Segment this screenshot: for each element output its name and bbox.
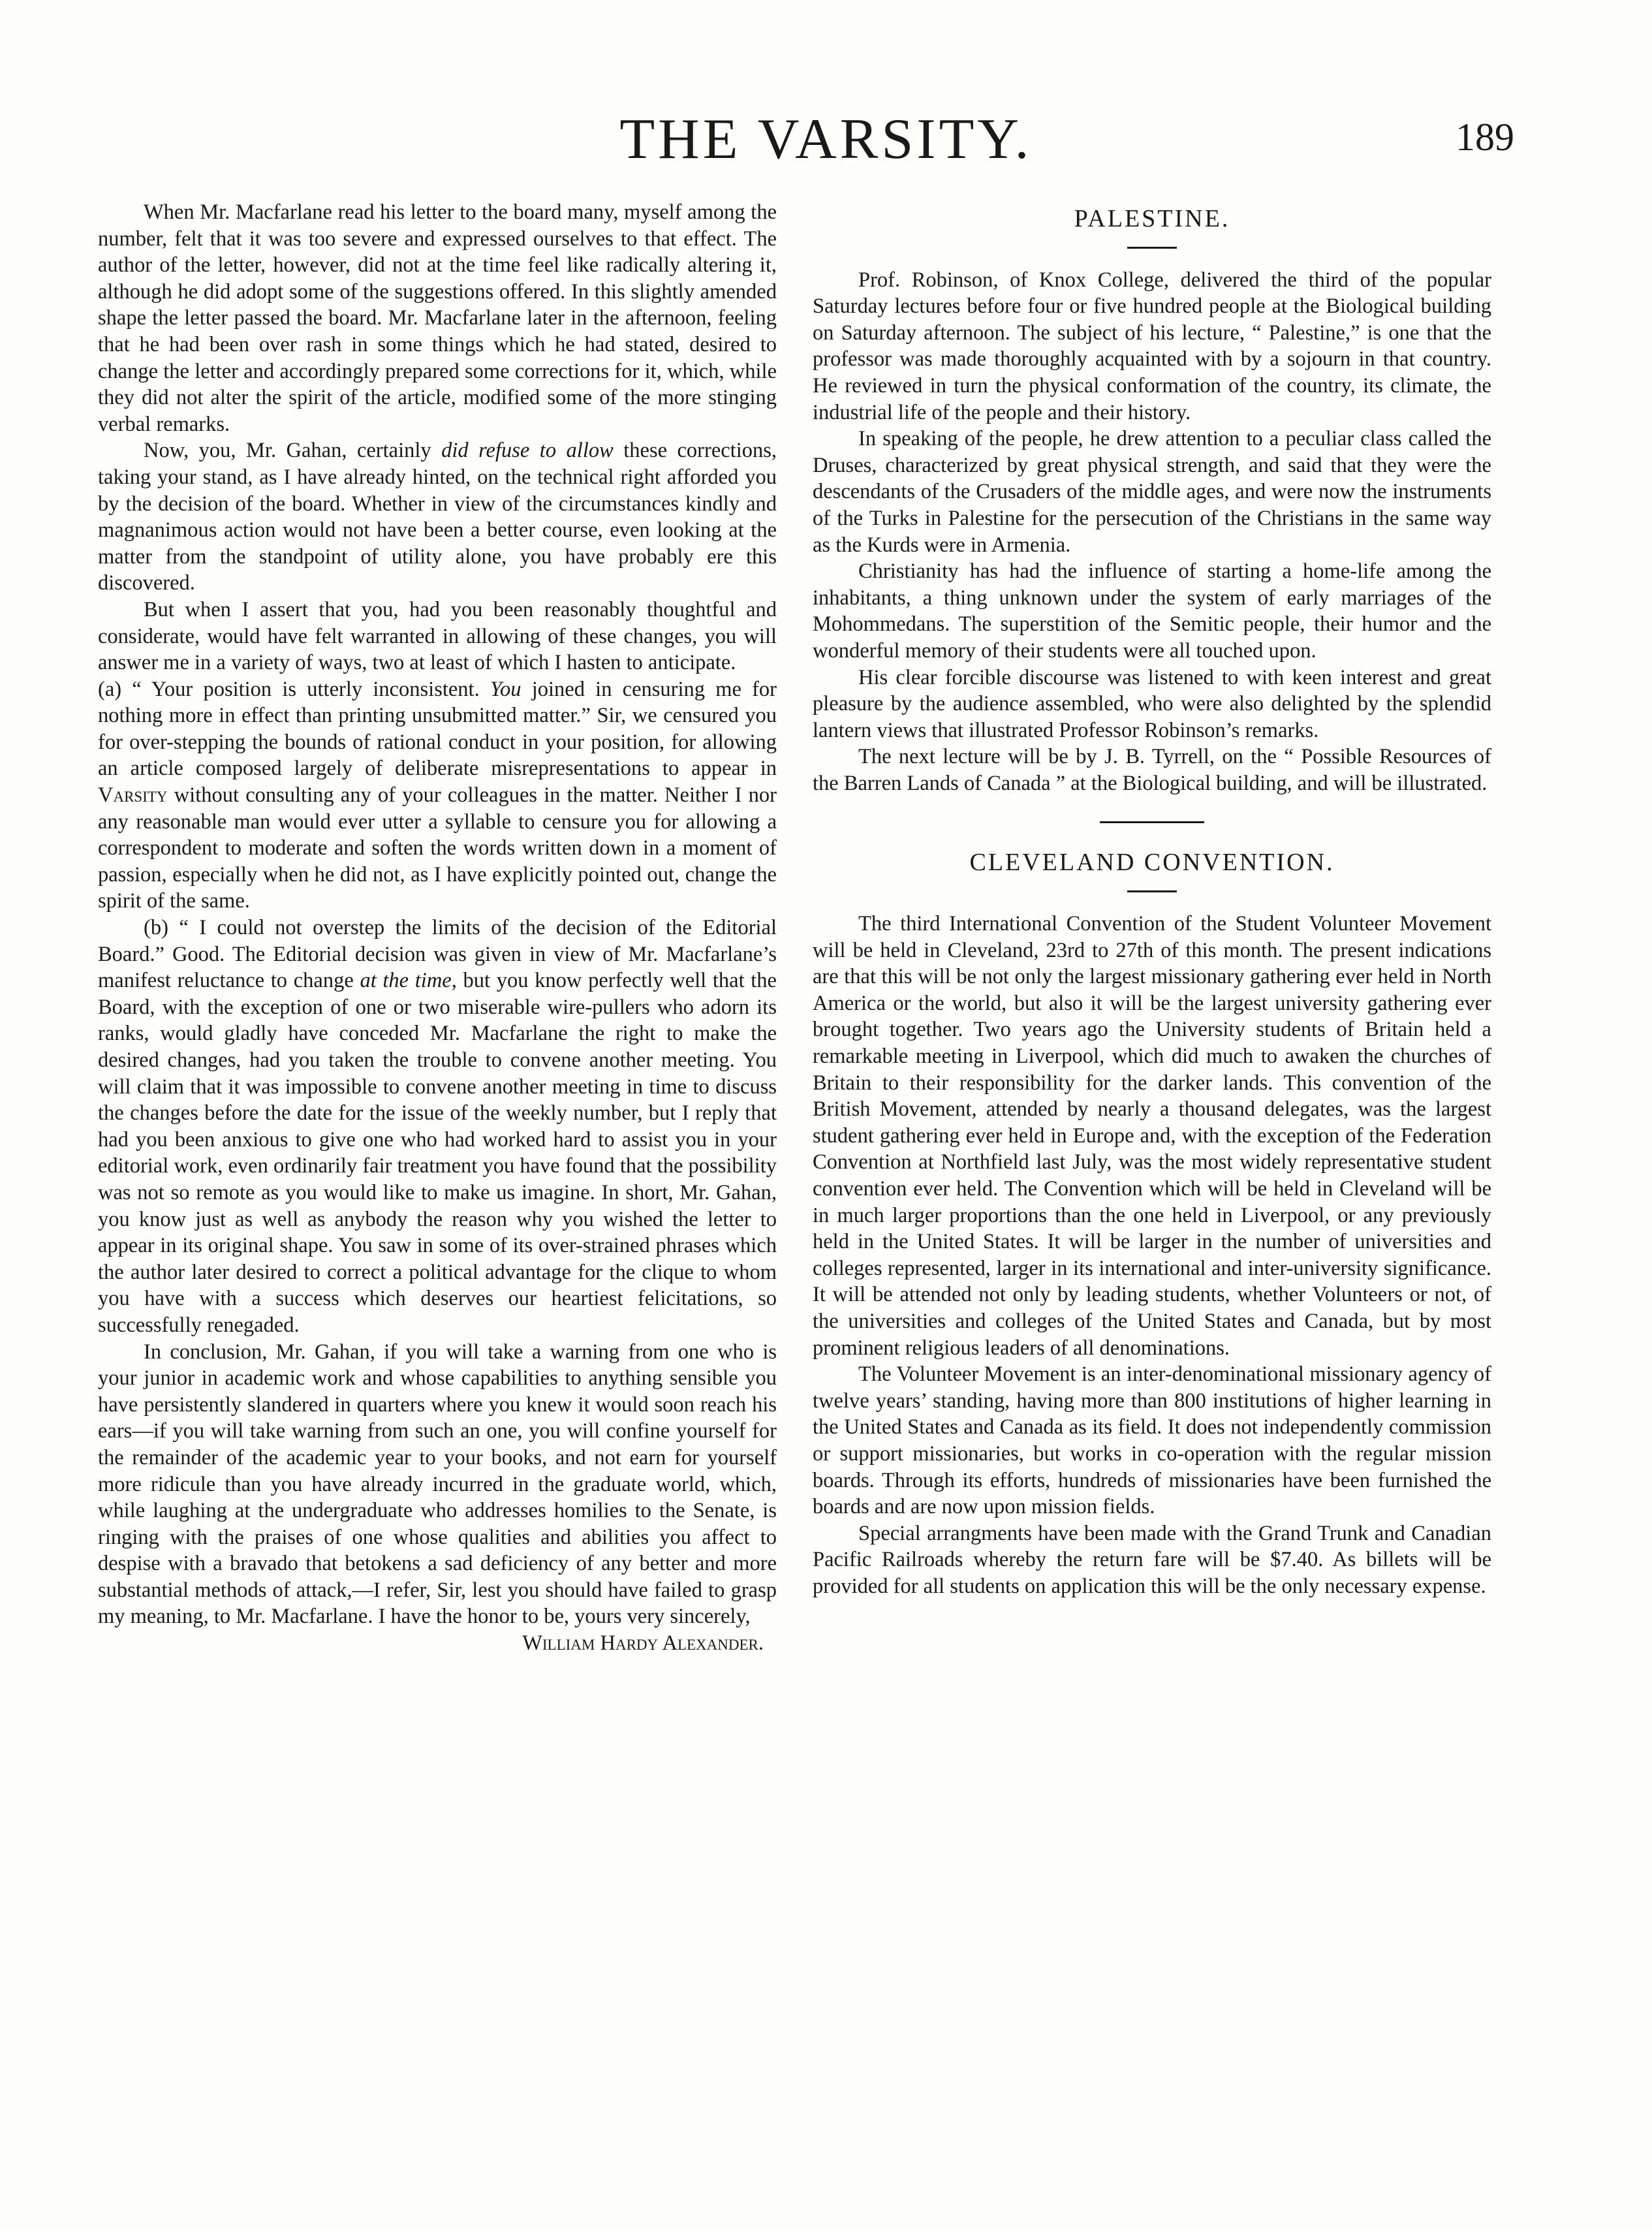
palestine-paragraph-3: Christianity has had the influence of starting a home-life among the inhabitants, a thing unknown under the system of early marriages of the Mohommedans. The superstition of the Semitic people, their humor and the wonderful memory of their students were all touched upon. <box>813 559 1491 663</box>
letter-column <box>98 199 777 1657</box>
palestine-heading: PALESTINE. <box>1074 205 1230 232</box>
letter-paragraph-2-text-a: Now, you, Mr. Gahan, certainly <box>144 439 442 463</box>
letter-signature: William Hardy Alexander. <box>522 1631 764 1656</box>
letter-paragraph-6: In conclusion, Mr. Gahan, if you will take a warning from one who is your junior in academic work and whose capabilities to anything sensible you have persistently slandered in quarters where you knew it would soon reach his ears—if you will take warning from such an one, you will confine yourself for the remainder of the academic year to your books, and not earn for yourself more ridicule than you have already incurred in the graduate world, which, while laughing at the undergraduate who addresses homilies to the Senate, is ringing with the praises of one whose qualities and abilities you affect to despise with a bravado that betokens a sad deficiency of any better and more substantial methods of attack,—I refer, Sir, lest you should have failed to grasp my meaning, to Mr. Macfarlane. I have the honor to be, yours very sincerely, <box>98 1340 777 1629</box>
palestine-paragraph-5: The next lecture will be by J. B. Tyrrell, on the “ Possible Resources of the Barren Lands of Canada ” at the Biological building, and will be illustrated. <box>813 745 1491 795</box>
letter-paragraph-2-text-b: these corrections, taking your stand, as I have already hinted, on the technical right afforded you by the decision of the board. Whether in view of the circumstances kindly and magnanimous action would not have been a better course, even looking at the matter from the standpoint of utility alone, you have probably ere this discovered. <box>98 439 777 595</box>
letter-paragraph-4-varsity: Varsity <box>98 783 168 808</box>
palestine-heading-rule <box>1127 247 1177 249</box>
masthead-title: THE VARSITY. <box>619 108 1033 171</box>
section-divider <box>1100 821 1204 823</box>
letter-paragraph-4-text-a: (a) “ Your position is utterly inconsistent. <box>98 677 490 701</box>
letter-paragraph-5-emphasis: at the time <box>360 969 452 993</box>
cleveland-paragraph-1: The third International Convention of the Student Volunteer Movement will be held in Cleveland, 23rd to 27th of this month. The present indications are that this will be not only the largest missionary gathering ever held in North America or the world, but also it will be the largest university gathering ever brought together. Two years ago the University students of Britain held a remarkable meeting in Liverpool, which did much to awaken the churches of Britain to their responsibility for the darker lands. This convention of the British Movement, attended by nearly a thousand delegates, was the largest student gathering ever held in Europe and, with the exception of the Federation Convention at Northfield last July, was the most widely representative student convention ever held. The Convention which will be held in Cleveland will be in much larger proportions than the one held in Liverpool, or any previously held in the United States. It will be larger in the number of universities and colleges represented, larger in its international and inter-university significance. It will be attended not only by leading students, whether Volunteers or not, of the universities and colleges of the United States and Canada, but by most prominent religious leaders of all denominations. <box>813 912 1491 1360</box>
letter-paragraph-4-text-c: without consulting any of your colleagues in the matter. Neither I nor any reasonable man would ever utter a syllable to censure you for allowing a correspondent to moderate and soften the words written down in a moment of passion, especially when he did not, as I have explicitly pointed out, change the spirit of the same. <box>98 783 777 913</box>
palestine-paragraph-1: Prof. Robinson, of Knox College, delivered the third of the popular Saturday lectures before four or five hundred people at the Biological building on Saturday afternoon. The subject of his lecture, “ Palestine,” is one that the professor was made thoroughly acquainted with by a sojourn in that country. He reviewed in turn the physical conformation of the country, its climate, the industrial life of the people and their history. <box>813 268 1491 424</box>
page-number: 189 <box>1456 116 1514 159</box>
letter-paragraph-4-text-b: joined in censuring me for nothing more in effect than printing unsubmitted matter.” Sir, we censured you for over-stepping the bounds of rational conduct in your position, for allowing an article composed largely of deliberate misrepresentations to appear in <box>98 677 777 781</box>
letter-paragraph-2 <box>98 437 777 597</box>
cleveland-paragraph-2: The Volunteer Movement is an inter-denominational missionary agency of twelve years’ standing, having more than 800 institutions of higher learning in the United States and Canada as its field. It does not independently commission or support missionaries, but works in co-operation with the regular mission boards. Through its efforts, hundreds of missionaries have been furnished the boards and are now upon mission fields. <box>813 1362 1491 1519</box>
letter-paragraph-5 <box>98 915 777 1339</box>
letter-paragraph-4-emphasis: You <box>490 677 522 701</box>
letter-paragraph-5-text-b: , but you know perfectly well that the Board, with the exception of one or two miserable wire-pullers who adorn its ranks, would gladly have conceded Mr. Macfarlane the right to make the desired changes, had you taken the trouble to convene another meeting. You will claim that it was impossible to convene another meeting in time to discuss the changes before the date for the issue of the weekly number, but I reply that had you been anxious to give one who had worked hard to assist you in your editorial work, even ordinarily fair treatment you have found that the possibility was not so remote as you would like to make us imagine. In short, Mr. Gahan, you know just as well as anybody the reason why you wished the letter to appear in its original shape. You saw in some of its over-strained phrases which the author later desired to correct a political advantage for the clique to whom you have with a success which deserves our heartiest felicitations, so successfully renegaded. <box>98 969 777 1337</box>
letter-paragraph-3: But when I assert that you, had you been reasonably thoughtful and considerate, would have felt warranted in allowing of these changes, you will answer me in a variety of ways, two at least of which I hasten to anticipate. <box>98 597 777 675</box>
cleveland-heading-rule <box>1127 890 1177 892</box>
letter-paragraph-4 <box>98 676 777 915</box>
letter-paragraph-5-text-a: (b) “ I could not overstep the limits of the decision of the Editorial Board.” Good. The Editorial decision was given in view of Mr. Macfarlane’s manifest reluctance to change <box>98 916 777 993</box>
right-column <box>813 199 1491 1600</box>
letter-paragraph-1: When Mr. Macfarlane read his letter to the board many, myself among the number, felt that it was too severe and expressed ourselves to that effect. The author of the letter, however, did not at the time feel like radically altering it, although he did adopt some of the suggestions offered. In this slightly amended shape the letter passed the board. Mr. Macfarlane later in the afternoon, feeling that he had been over rash in some things which he had stated, desired to change the letter and accordingly prepared some corrections for it, which, while they did not alter the spirit of the article, modified some of the more stinging verbal remarks. <box>98 200 777 436</box>
palestine-paragraph-2: In speaking of the people, he drew attention to a peculiar class called the Druses, characterized by great physical strength, and said that they were the descendants of the Crusaders of the middle ages, and were now the instruments of the Turks in Palestine for the persecution of the Christians in the same way as the Kurds were in Armenia. <box>813 427 1491 557</box>
cleveland-heading: CLEVELAND CONVENTION. <box>969 849 1335 877</box>
letter-paragraph-2-emphasis: did refuse to allow <box>441 439 614 463</box>
cleveland-paragraph-3: Special arrangments have been made with the Grand Trunk and Canadian Pacific Railroads whereby the return fare will be $7.40. As billets will be provided for all students on application this will be the only necessary expense. <box>813 1521 1491 1598</box>
palestine-paragraph-4: His clear forcible discourse was listened to with keen interest and great pleasure by the audience assembled, who were also delighted by the splendid lantern views that illustrated Professor Robinson’s remarks. <box>813 665 1491 742</box>
